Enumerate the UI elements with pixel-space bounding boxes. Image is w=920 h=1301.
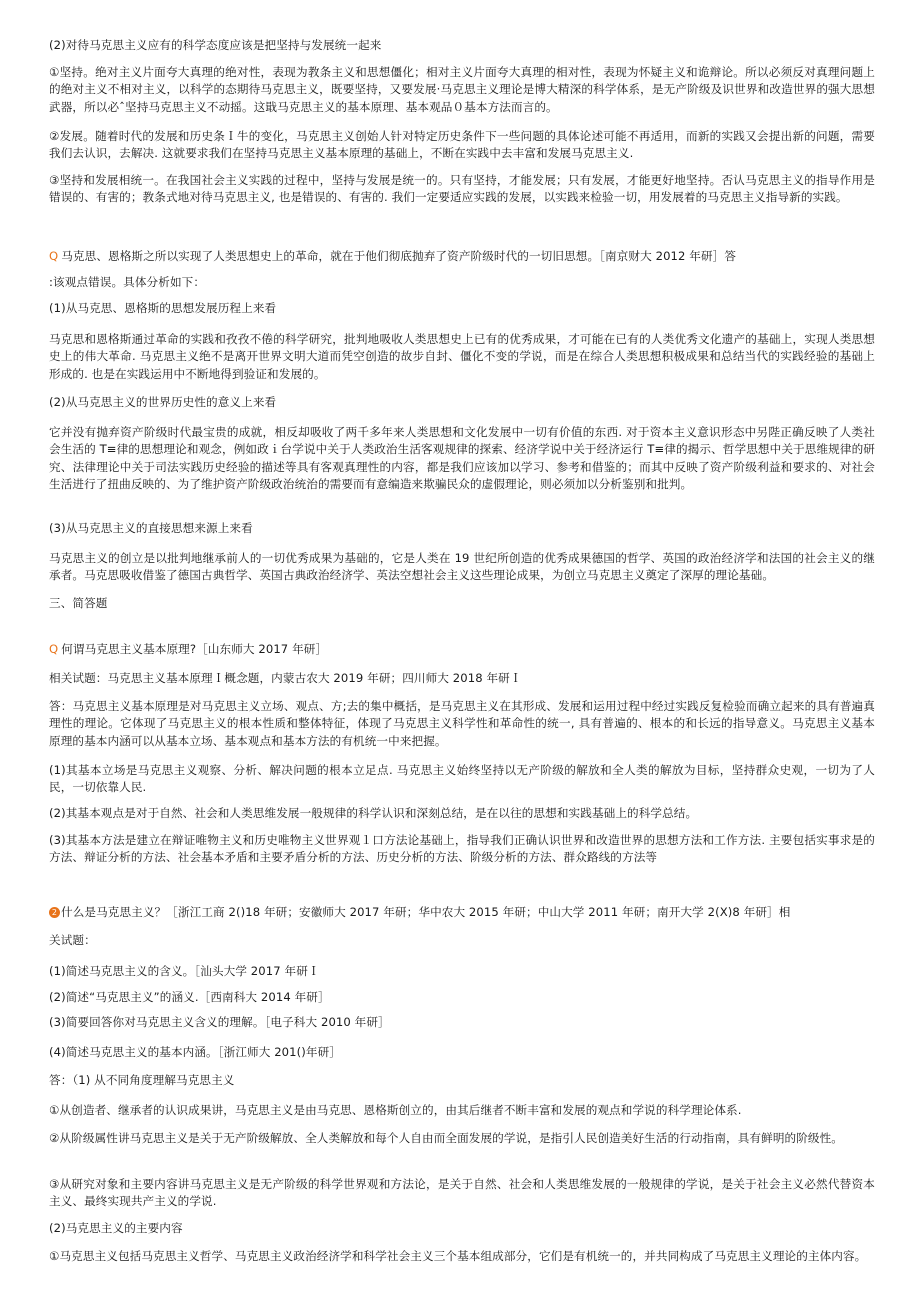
subheading: (2)从马克思主义的世界历史性的意义上来看 xyxy=(49,395,277,409)
paragraph: (1)其基本立场是马克思主义观察、分析、解决问题的根本立足点. 马克思主义始终坚持以无产阶级的解放和全人类的解放为目标，坚持群众史观，一切为了人民，一切依靠人民. xyxy=(49,763,875,795)
paragraph: (1)简述马克思主义的含义。［汕头大学 2017 年研Ｉ xyxy=(49,964,320,978)
subheading: (3)从马克思主义的直接思想来源上来看 xyxy=(49,521,253,535)
section-heading: 三、简答题 xyxy=(49,596,108,610)
question-icon: Q xyxy=(49,642,59,656)
paragraph: ③坚持和发展相统一。在我国社会主义实践的过程中，坚持与发展是统一的。只有坚持，才能发展；只有发展，才能更好地坚持。否认马克思主义的指导作用是错误的、有害的；教条式地对待马克思主义, 也是错误的、有害的. 我们一定要适应实践的发展，以实践来检验一切，用发展着的马克思主义指导新的实践。 xyxy=(49,173,875,205)
paragraph: ③从研究对象和主要内容讲马克思主义是无产阶级的科学世界观和方法论，是关于自然、社会和人类思维发展的一般规律的学说，是关于社会主义必然代替资本主义、最终实现共产主义的学说. xyxy=(49,1177,875,1209)
paragraph: (2)其基本观点是对于自然、社会和人类思维发展一般规律的科学认识和深刻总结，是在以往的思想和实践基础上的科学总结。 xyxy=(49,806,698,820)
subheading: (2)对待马克思主义应有的科学态度应该是把坚持与发展统一起来 xyxy=(49,38,382,52)
paragraph: (3)简要回答你对马克思主义含义的理解。［电子科大 2010 年研］ xyxy=(49,1015,390,1029)
question-text: 马克思、恩格斯之所以实现了人类思想史上的革命，就在于他们彻底抛弃了资产阶级时代的一切旧思想。［南京财大 2012 年研］答 xyxy=(61,249,737,263)
paragraph: ①坚持。绝对主义片面夸大真理的绝对性，表现为教条主义和思想僵化；相对主义片面夸大真理的相对性，表现为怀疑主义和诡辩论。所以必须反对真理问题上的绝对主义不相对主义，以科学的态期待马克思主义，既要坚持，又要发展·马克思主义理论是博大精深的科学体系，是无产阶级及识世界和改造世界的强大思想武器，所以必ˆ坚持马克思主义不动摇。这戢马克思主义的基本原理、基本观品０基本方法而言的。 xyxy=(49,65,875,114)
paragraph: ①马克思主义包括马克思主义哲学、马克思主义政治经济学和科学社会主义三个基本组成部分，它们是有机统一的，并共同构成了马克思主义理论的主体内容。 xyxy=(49,1249,867,1263)
paragraph: 答：（1) 从不同角度理解马克思主义 xyxy=(49,1073,235,1087)
paragraph: :该观点错误。具体分析如下： xyxy=(49,275,206,289)
number-badge-icon: 2 xyxy=(49,907,60,918)
question xyxy=(49,904,875,921)
paragraph: 相关试题：马克思主义基本原理Ｉ概念题，内蒙古农大 2019 年研；四川师大 2018 年研Ｉ xyxy=(49,671,522,685)
subheading: (1)从马克思、恩格斯的思想发展历程上来看 xyxy=(49,301,277,315)
paragraph: ②从阶级属性讲马克思主义是关于无产阶级解放、全人类解放和每个人自由而全面发展的学说，是指引人民创造美好生活的行动指南，具有鲜明的阶级性。 xyxy=(49,1131,843,1145)
paragraph: (2)简述“马克思主义”的涵义.［西南科大 2014 年研］ xyxy=(49,990,330,1004)
paragraph: 关试题： xyxy=(49,933,96,947)
paragraph: (4)简述马克思主义的基本内涵。［浙江师大 201()年研］ xyxy=(49,1045,341,1059)
paragraph: 马克思和恩格斯通过革命的实践和孜孜不倦的科学研究，批判地吸收人类思想史上已有的优秀成果，才可能在已有的人类优秀文化遗产的基础上，实现人类思想史上的伟大革命. 马克思主义绝不是离开世界文明大道而凭空创造的故步自封、僵化不变的学说，而是在综合人类思想积极成果和总结当代的实践经验的基础上形成的. 也是在实践运用中不断地得到验证和发展的。 xyxy=(49,332,875,381)
subheading: (2)马克思主义的主要内容 xyxy=(49,1221,183,1235)
paragraph: 它并没有抛弃资产阶级时代最宝贵的成就，相反却吸收了两千多年来人类思想和文化发展中一切有价值的东西. 对于资本主义意识形态中另陛正确反映了人类社会生活的 T≡律的思想理论和观念，例如政ｉ台学说中关于人类政治生活客观规律的探索、经济学说中关于经济运行 T≡律的揭示、哲学思想中关于思维规律的研究、法律理论中关于司法实践历史经验的描述等具有客观真理性的内容，都是我们应该加以学习、参考和借鉴的；而其中反映了资产阶级利益和要求的、对社会生活进行了扭曲反映的、为了维护资产阶级政治统治的需要而有意编造来欺骗民众的虚假理论，则必须加以分析鉴别和批判。 xyxy=(49,425,875,492)
paragraph: ①从创造者、继承者的认识成果讲，马克思主义是由马克思、恩格斯创立的，由其后继者不断丰富和发展的观点和学说的科学理论体系. xyxy=(49,1103,742,1117)
question xyxy=(49,248,875,265)
paragraph: 马克思主义的创立是以批判地继承前人的一切优秀成果为基础的，它是人类在 19 世纪所创造的优秀成果德国的哲学、英国的政治经济学和法国的社会主义的继承者。马克思吸收借鉴了德国古典哲学、英国古典政治经济学、英法空想社会主义这些理论成果，为创立马克思主义奠定了深厚的理论基础。 xyxy=(49,551,875,583)
question-text: 什么是马克思主义？［浙江工商 2()18 年研；安徽师大 2017 年研；华中农大 2015 年研；中山大学 2011 年研；南开大学 2(X)8 年研］相 xyxy=(61,905,791,919)
question xyxy=(49,641,875,658)
question-icon: Q xyxy=(49,249,59,263)
paragraph: (3)其基本方法是建立在辩证唯物主义和历史唯物主义世界观１口方法论基础上，指导我们正确认识世界和改造世界的思想方法和工作方法. 主要包括实事求是的方法、辩证分析的方法、社会基本矛盾和主要矛盾分析的方法、历史分析的方法、阶级分析的方法、群众路线的方法等 xyxy=(49,833,875,865)
paragraph: ②发展。随着时代的发展和历史条Ｉ牛的变化，马克思主义创始人针对特定历史条件下一些问题的具体论述可能不再适用，而新的实践又会提出新的问题，需要我们去认识，去解决. 这就要求我们在坚持马克思主义基本原理的基础上，不断在实践中去丰富和发展马克思主义. xyxy=(49,129,875,161)
paragraph: 答：马克思主义基本原理是对马克思主义立场、观点、方;去的集中概括，是马克思主义在其形成、发展和运用过程中经过实践反复检验而确立起来的具有普遍真理性的理论。它体现了马克思主义的根本性质和整体特征，体现了马克思主义科学性和革命性的统一, 具有普遍的、根本的和长远的指导意义。马克思主义基本原理的基本内涵可以从基本立场、基本观点和基本方法的有机统一中来把握。 xyxy=(49,699,875,748)
question-text: 何谓马克思主义基本原理?［山东师大 2017 年研］ xyxy=(61,642,328,656)
